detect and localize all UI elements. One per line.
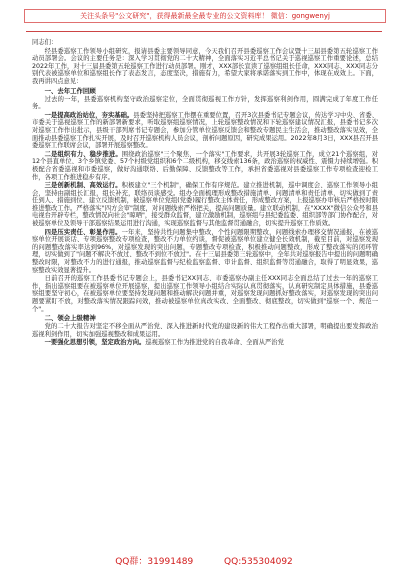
paragraph-lead: 三是创新机制、高效运行。 [44,182,122,190]
paragraph-lead: 一是提高政治站位，夯实基础。 [44,111,134,119]
body-paragraph [32,182,378,228]
paragraph-text: 经县委巡察工作领导小组研究，报请县委主要领导同意，今天我们召开县委巡察工作会议暨十三届县委第五轮巡察工作动员部署会。会议的主要任务是：深入学习贯彻党的二十大精神，全面落实习近平总书记关于巡视巡察工作重要论述，总结2022年工作，对十三届县委第五轮巡察工作进行动员部署。刚才，XXX部长宣读了巡察组组长任命，XXX同志、XXX同志分别代表被巡察单位和巡察组长作了表态发言，态度坚决，措施有力，希望大家将承诺落实到工作中，体现在成效上。下面，我再讲四点意见： [32,47,378,85]
paragraph-text: 一、去年工作回顾 [44,86,96,95]
paragraph-list [32,48,378,347]
body-paragraph [32,229,378,275]
paragraph-text: 二、领会上级精神 [44,314,96,323]
qq-group-text: QQ群：31991489 [115,557,194,567]
body-paragraph [32,275,378,313]
paragraph-text: 巡视巡察工作为推进党的自我革命、全面从严治党 [145,339,284,347]
header-divider [26,31,382,32]
paragraph-text: 县委坚持把巡察工作摆在重要位置，召开3次县委书记专题会议，传达学习中央、省委、市委关于巡视巡察工作的新部署新要求，听取巡察组巡察情况，上轮巡察整改情况和下轮巡察建议情况汇报，县委书记多次对巡察工作作出批示，县级干部列席书记专题会，参加分管单位巡察反馈会和整改专题民主生活会，推动整改落实见效，全面推动县委巡察工作扎实开展，及时召开巡察机构人员会议，剖析问题原因，研究成果运用。2022年8月3日，XXX县召开县委巡察工作联席会议，部署开展巡察整改。 [32,111,378,150]
body-paragraph [32,339,378,347]
section-heading [32,314,378,322]
paragraph-text: 党的二十大报告对坚定不移全面从严治党、深入推进新时代党的建设新的伟大工程作出重大部署，明确提出要发挥政治巡视利剑作用，切实加强巡视整改和成果运用。 [32,323,378,338]
paragraph-text: 过去的一年，县委巡察机构坚守政治巡察定位，全面贯彻巡视工作方针，发挥巡察利剑作用，圆满完成了年度工作任务。 [32,95,378,111]
qq-contact-text: QQ:535304092 [224,557,293,567]
body-paragraph [32,151,378,181]
body-paragraph [32,96,378,111]
body-paragraph [32,48,378,86]
footer-contact [0,554,408,567]
salutation: 同志们： [32,39,58,46]
paragraph-text: 围绕政治巡察"三个聚焦、一个落实"工作要求，共开展3轮巡察工作，成立21个巡察组，对12个县直单位、3个乡镇党委、57个村级党组织和6个二级机构，移交线索136条，政治巡察的权威性、震慑力持续增强。积极配合省委巡视和市委巡察，做好沟通联络、后勤保障、反馈整改等工作，承担省委巡视对县委巡察工作专项检查迎检工作，各项工作推进稳步有序。 [32,150,379,181]
promo-banner[interactable]: 关注头条号"公文研究"，获得最新最全最专业的公文资料库！ 微信：gongwenyj [24,9,386,23]
document-body [32,39,378,348]
paragraph-lead: 二是组织有力、稳步推进。 [44,150,122,158]
body-paragraph [32,112,378,150]
paragraph-text: 积极建立"三个机制"，确保工作有序规范。建立推进机制，巡中调度会、巡察工作领导小组会，坚持由副组长汇报，组长补充，联络员谈感受。组办全面梳理形成整改措施清单、问题清单和责任清单，切实做到了责任到人、措施到位、建立反馈机制，被巡察单位党组(党委)履行整改主体责任，形成整改方案，上报巡察办审核后严格按时限推进整改工作。严格落实"四方会审"制度，对问题线索严格把关，提高问题质量。建立联动机制，在"XXXX"微信公众号和县电视台开辟专栏，整改情况向社会"晾晒"，接受群众监督，建立激励机制，巡察组与县纪委监委、组织部等部门协作配合，对被巡察单位及领导干部巡察结果运用进行沟通，实现巡察监督与其他监督贯通融合，切实提升巡察工作质效。 [32,182,379,228]
paragraph-text: 一年来，坚持共性问题集中整改，个性问题限期整改，问题线索办理移交情况通报，在被巡察单位开展谈话、专项巡察整改专项检查，整改不力单位约谈，督促被巡察单位建立健全长效机制，截至目前，对巡察发现的问题整改落实率达到96%，对巡察发现的突出问题，专题整改专项检查，积极推动问题整改，形成了整改落实的闭环管理，切实做到了"问题不解决不放过、整改不到位不放过"。在十三届县委第三轮巡察中，全年共对巡察报告中提出的问题明确整改时限，对整改不力的进行通报，推动巡察监督与纪检监察监督、审计监督、组织监督等贯通融合，取得了明显效果，巡察整改实效显著提升。 [32,228,379,274]
body-paragraph [32,323,378,338]
paragraph-lead: 一要强化思想引领，坚定政治方向。 [44,339,146,347]
paragraph-lead: 四是压实责任、彰显作用。 [44,228,122,236]
section-heading [32,87,378,95]
paragraph-text: 日前召开的巡察工作县委书记专题会上，县委书记XX同志、市委巡察办副主任XXX同志全面总结了过去一年的巡察工作，指出巡察组要在被巡察单位开展巡察，提出巡察工作领导小组结合实际认真贯彻落实，认真研究制定具体措施，县委巡察组要坚守初心，在被巡察单位要坚持发现问题和推动解决问题并重，对巡察发现问题抓好整改落实，对巡察发现的突出问题要紧盯不放，对整改落实情况跟踪问效，推动被巡察单位真改实改、全面整改、彻底整改，切实做到"巡察一个、规范一个"。 [32,275,378,313]
